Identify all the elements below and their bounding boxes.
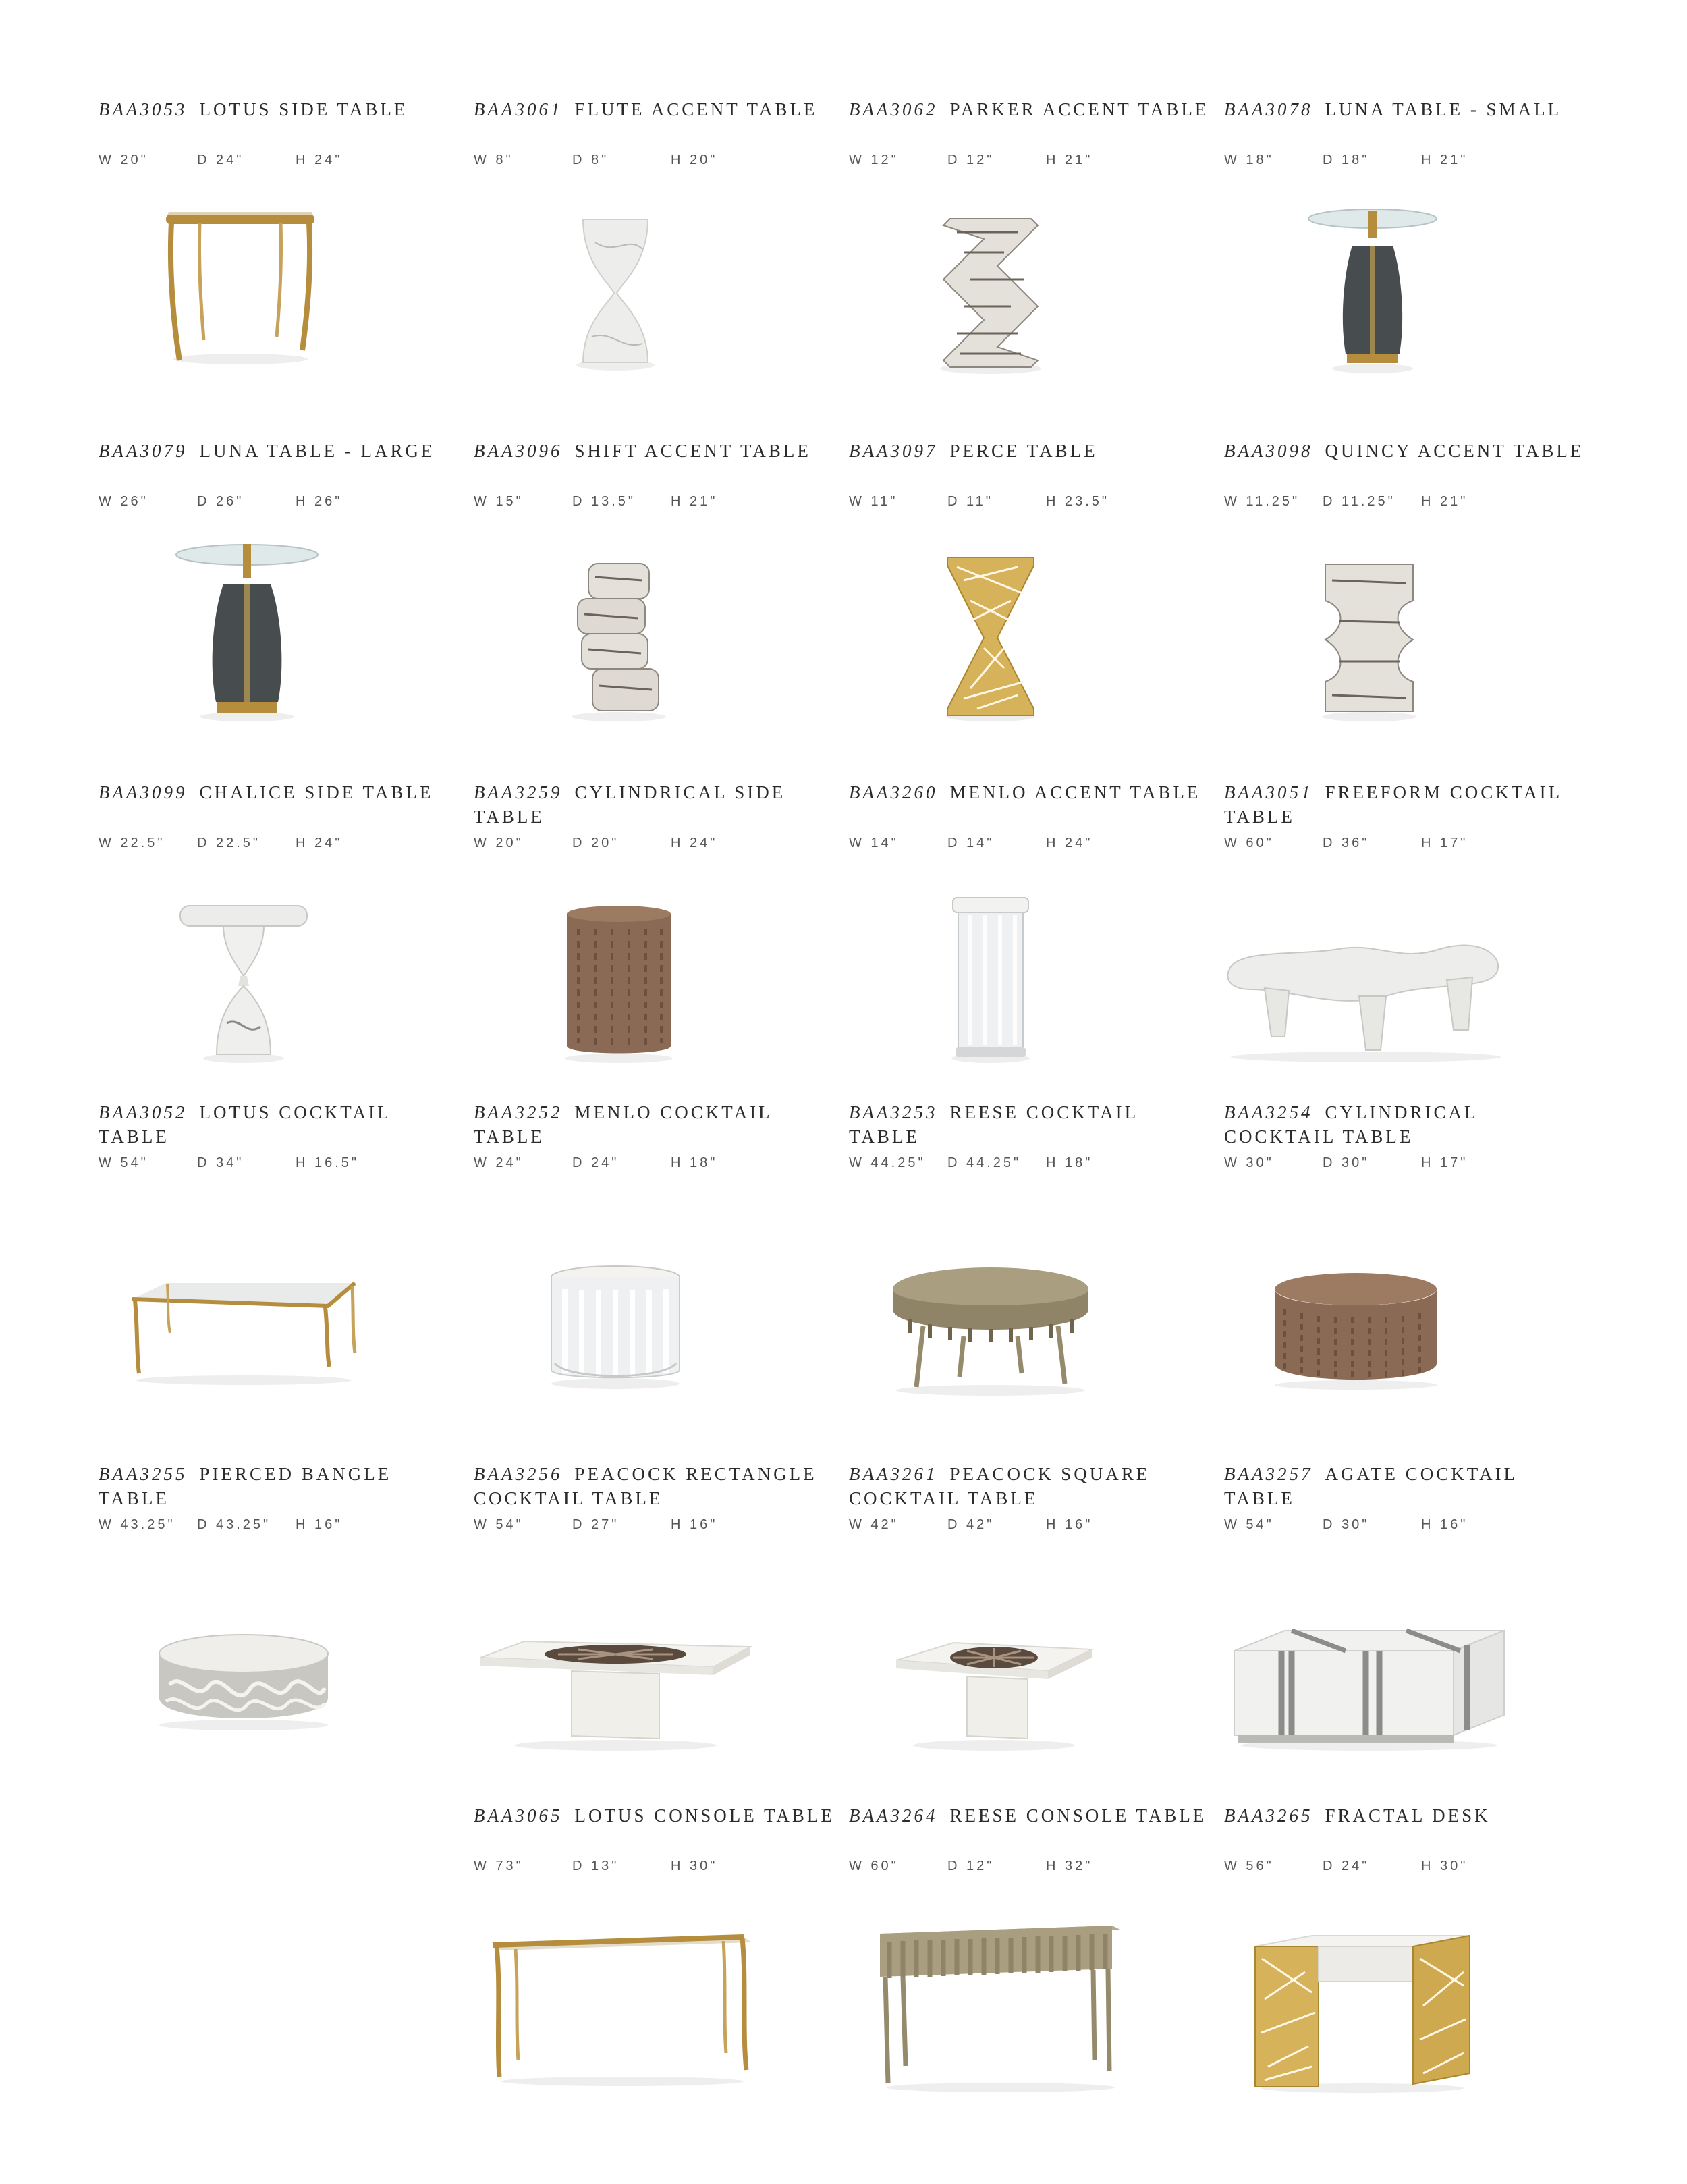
dimension-height: H 16" <box>296 1517 343 1532</box>
product-photo <box>575 215 656 371</box>
dimension-width: W 73" <box>474 1859 524 1874</box>
product-title <box>1224 1803 1588 1828</box>
dimension-depth: D 36" <box>1323 836 1370 850</box>
product-sku: BAA3078 <box>1224 99 1313 119</box>
product-sku: BAA3257 <box>1224 1464 1313 1484</box>
dimension-height: H 16" <box>1421 1517 1468 1532</box>
dimension-depth: D 43.25" <box>197 1517 271 1532</box>
product-photo <box>889 1262 1092 1397</box>
product-name: AGATE COCKTAIL TABLE <box>1224 1464 1518 1508</box>
dimension-height: H 21" <box>1421 153 1468 167</box>
product-sku: BAA3252 <box>474 1102 563 1122</box>
product-photo <box>159 205 321 367</box>
product-photo <box>1305 205 1440 374</box>
dimension-height: H 17" <box>1421 1155 1468 1170</box>
product-title <box>474 439 838 463</box>
product-name: PERCE TABLE <box>949 441 1098 461</box>
product-sku: BAA3265 <box>1224 1805 1313 1826</box>
dimension-depth: D 22.5" <box>197 836 261 850</box>
product-sku: BAA3264 <box>849 1805 938 1826</box>
product-name: LOTUS COCKTAIL TABLE <box>99 1102 391 1147</box>
dimension-depth: D 20" <box>572 836 619 850</box>
product-sku: BAA3052 <box>99 1102 188 1122</box>
product-sku: BAA3099 <box>99 782 188 802</box>
product-photo <box>937 212 1045 374</box>
dimension-height: H 16.5" <box>296 1155 360 1170</box>
dimension-depth: D 24" <box>197 153 244 167</box>
dimension-height: H 18" <box>671 1155 718 1170</box>
product-title <box>849 1462 1213 1510</box>
product-photo <box>943 553 1038 722</box>
dimension-depth: D 8" <box>572 153 609 167</box>
dimension-depth: D 12" <box>947 1859 995 1874</box>
dimension-height: H 24" <box>1046 836 1093 850</box>
product-title <box>474 1100 838 1149</box>
dimension-width: W 54" <box>1224 1517 1274 1532</box>
product-name: REESE CONSOLE TABLE <box>949 1805 1207 1826</box>
dimension-height: H 24" <box>296 153 343 167</box>
dimension-width: W 54" <box>474 1517 524 1532</box>
dimension-depth: D 11.25" <box>1323 494 1395 509</box>
product-title <box>1224 97 1588 121</box>
dimension-height: H 26" <box>296 494 343 509</box>
dimension-depth: D 11" <box>947 494 993 509</box>
product-photo <box>876 1921 1126 2094</box>
dimension-width: W 24" <box>474 1155 524 1170</box>
product-photo <box>568 560 669 722</box>
dimension-height: H 20" <box>671 153 718 167</box>
dimension-depth: D 34" <box>197 1155 244 1170</box>
dimension-depth: D 30" <box>1323 1155 1370 1170</box>
product-sku: BAA3062 <box>849 99 938 119</box>
dimension-width: W 11" <box>849 494 898 509</box>
product-sku: BAA3256 <box>474 1464 563 1484</box>
product-title <box>849 1803 1213 1828</box>
product-photo <box>950 895 1031 1064</box>
product-photo <box>156 1631 331 1732</box>
product-sku: BAA3096 <box>474 441 563 461</box>
product-sku: BAA3065 <box>474 1805 563 1826</box>
dimension-width: W 60" <box>1224 836 1274 850</box>
dimension-width: W 14" <box>849 836 899 850</box>
dimension-width: W 11.25" <box>1224 494 1300 509</box>
product-title <box>849 1100 1213 1149</box>
dimension-depth: D 13.5" <box>572 494 636 509</box>
dimension-width: W 60" <box>849 1859 899 1874</box>
product-sku: BAA3097 <box>849 441 938 461</box>
product-title <box>99 1462 463 1510</box>
dimension-depth: D 13" <box>572 1859 619 1874</box>
product-photo <box>1319 560 1420 722</box>
product-title <box>474 780 838 829</box>
product-name: SHIFT ACCENT TABLE <box>574 441 811 461</box>
dimension-height: H 24" <box>296 836 343 850</box>
dimension-width: W 18" <box>1224 153 1274 167</box>
product-name: CYLINDRICAL SIDE TABLE <box>474 782 786 827</box>
product-sku: BAA3261 <box>849 1464 938 1484</box>
product-name: MENLO ACCENT TABLE <box>949 782 1201 802</box>
product-sku: BAA3098 <box>1224 441 1313 461</box>
dimension-depth: D 18" <box>1323 153 1370 167</box>
dimension-width: W 20" <box>99 153 148 167</box>
dimension-width: W 20" <box>474 836 524 850</box>
dimension-depth: D 27" <box>572 1517 619 1532</box>
product-title <box>1224 1462 1588 1510</box>
product-name: LOTUS CONSOLE TABLE <box>574 1805 835 1826</box>
product-name: FLUTE ACCENT TABLE <box>574 99 818 119</box>
product-name: LUNA TABLE - LARGE <box>199 441 435 461</box>
product-title <box>1224 439 1588 463</box>
dimension-height: H 17" <box>1421 836 1468 850</box>
product-title <box>849 97 1213 121</box>
product-photo <box>893 1637 1095 1752</box>
product-name: FRACTAL DESK <box>1325 1805 1491 1826</box>
dimension-height: H 32" <box>1046 1859 1093 1874</box>
dimension-width: W 44.25" <box>849 1155 926 1170</box>
product-name: PIERCED BANGLE TABLE <box>99 1464 392 1508</box>
dimension-width: W 56" <box>1224 1859 1274 1874</box>
product-photo <box>1251 1932 1474 2094</box>
product-name: QUINCY ACCENT TABLE <box>1325 441 1584 461</box>
product-photo <box>477 1637 754 1752</box>
product-name: PEACOCK RECTANGLE COCKTAIL TABLE <box>474 1464 817 1508</box>
dimension-width: W 43.25" <box>99 1517 175 1532</box>
product-name: PEACOCK SQUARE COCKTAIL TABLE <box>849 1464 1151 1508</box>
dimension-width: W 22.5" <box>99 836 165 850</box>
dimension-height: H 16" <box>671 1517 718 1532</box>
product-photo <box>1224 929 1508 1064</box>
dimension-height: H 21" <box>1421 494 1468 509</box>
product-sku: BAA3053 <box>99 99 188 119</box>
dimension-height: H 23.5" <box>1046 494 1110 509</box>
product-title <box>99 439 463 463</box>
dimension-height: H 16" <box>1046 1517 1093 1532</box>
product-title <box>99 97 463 121</box>
product-sku: BAA3259 <box>474 782 563 802</box>
product-name: LUNA TABLE - SMALL <box>1325 99 1562 119</box>
dimension-width: W 12" <box>849 153 899 167</box>
product-sku: BAA3051 <box>1224 782 1313 802</box>
dimension-depth: D 14" <box>947 836 995 850</box>
dimension-depth: D 44.25" <box>947 1155 1022 1170</box>
dimension-height: H 21" <box>1046 153 1093 167</box>
dimension-height: H 18" <box>1046 1155 1093 1170</box>
product-photo <box>548 1262 683 1390</box>
product-title <box>474 97 838 121</box>
product-sku: BAA3254 <box>1224 1102 1313 1122</box>
product-title <box>99 1100 463 1149</box>
product-name: CYLINDRICAL COCKTAIL TABLE <box>1224 1102 1478 1147</box>
product-title <box>474 1803 838 1828</box>
product-photo <box>173 540 321 722</box>
product-name: REESE COCKTAIL TABLE <box>849 1102 1138 1147</box>
dimension-depth: D 26" <box>197 494 244 509</box>
product-sku: BAA3255 <box>99 1464 188 1484</box>
dimension-width: W 42" <box>849 1517 899 1532</box>
product-name: CHALICE SIDE TABLE <box>199 782 434 802</box>
product-photo <box>561 902 676 1064</box>
product-title <box>474 1462 838 1510</box>
product-photo <box>487 1932 757 2087</box>
product-name: PARKER ACCENT TABLE <box>949 99 1209 119</box>
product-name: FREEFORM COCKTAIL TABLE <box>1224 782 1562 827</box>
dimension-height: H 24" <box>671 836 718 850</box>
dimension-width: W 8" <box>474 153 514 167</box>
dimension-width: W 15" <box>474 494 524 509</box>
dimension-depth: D 24" <box>1323 1859 1370 1874</box>
product-sku: BAA3061 <box>474 99 563 119</box>
product-title <box>1224 1100 1588 1149</box>
dimension-height: H 30" <box>671 1859 718 1874</box>
dimension-width: W 54" <box>99 1155 148 1170</box>
product-photo <box>1231 1624 1508 1752</box>
dimension-width: W 30" <box>1224 1155 1274 1170</box>
dimension-height: H 21" <box>671 494 718 509</box>
product-title <box>1224 780 1588 829</box>
product-photo <box>126 1279 362 1387</box>
product-sku: BAA3253 <box>849 1102 938 1122</box>
dimension-width: W 26" <box>99 494 148 509</box>
product-photo <box>176 902 311 1064</box>
dimension-height: H 30" <box>1421 1859 1468 1874</box>
dimension-depth: D 30" <box>1323 1517 1370 1532</box>
product-photo <box>1271 1269 1440 1390</box>
product-name: MENLO COCKTAIL TABLE <box>474 1102 772 1147</box>
dimension-depth: D 24" <box>572 1155 619 1170</box>
product-title <box>849 780 1213 804</box>
product-sku: BAA3079 <box>99 441 188 461</box>
product-title <box>849 439 1213 463</box>
product-sku: BAA3260 <box>849 782 938 802</box>
dimension-depth: D 42" <box>947 1517 995 1532</box>
dimension-depth: D 12" <box>947 153 995 167</box>
product-name: LOTUS SIDE TABLE <box>199 99 408 119</box>
product-title <box>99 780 463 804</box>
